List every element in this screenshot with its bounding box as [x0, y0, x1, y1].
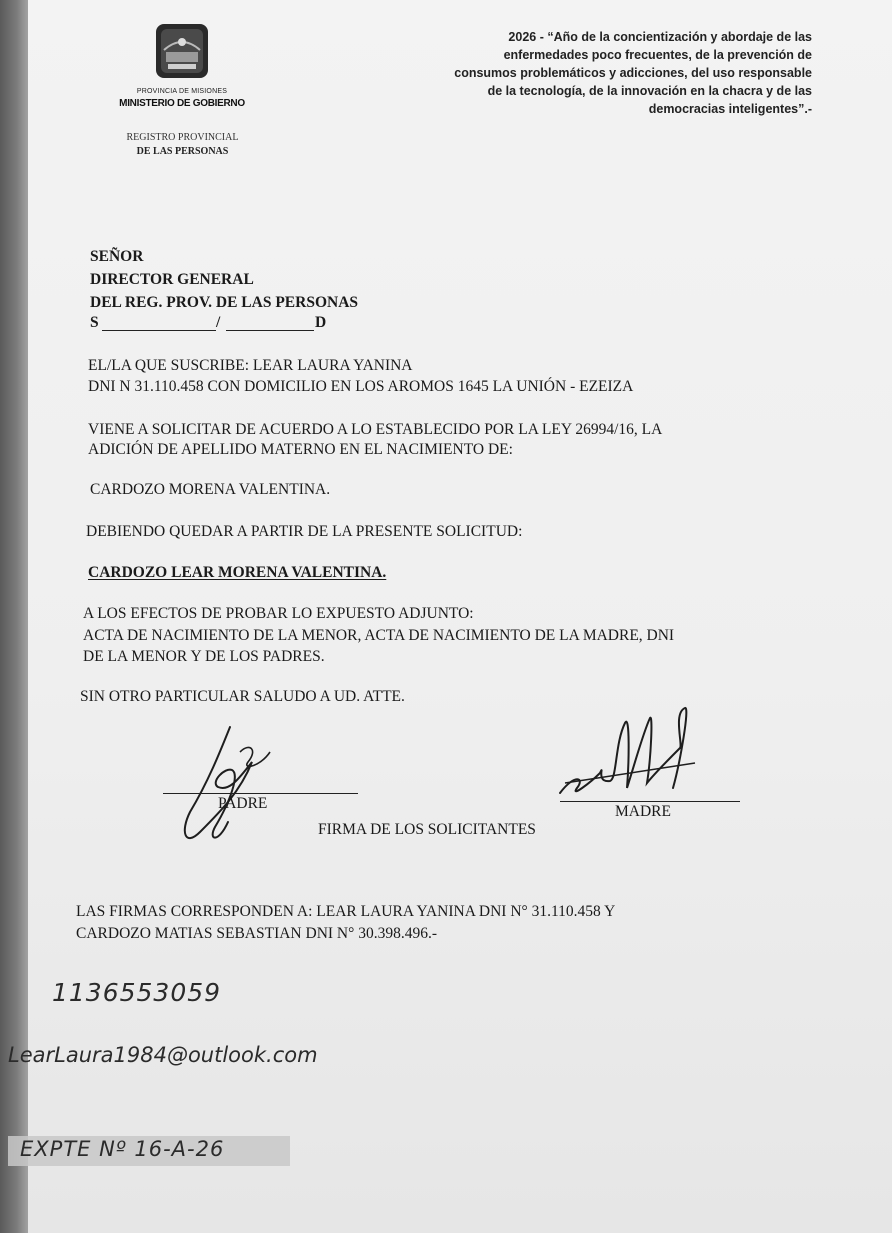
motto-line: democracias inteligentes”.-: [648, 102, 812, 116]
addressee-line3: DEL REG. PROV. DE LAS PERSONAS: [90, 294, 359, 311]
addressee-line2: DIRECTOR GENERAL: [90, 271, 254, 288]
request-line1: VIENE A SOLICITAR DE ACUERDO A LO ESTABLECIDO POR LA LEY 26994/16, LA: [88, 421, 663, 438]
motto-line: consumos problemáticos y adicciones, del uso responsable: [454, 66, 812, 80]
signatures-caption: FIRMA DE LOS SOLICITANTES: [318, 821, 536, 838]
attachments-line2: DE LA MENOR Y DE LOS PADRES.: [83, 648, 325, 665]
motto-line: 2026 - “Año de la concientización y abordaje de las: [508, 30, 812, 44]
applicant-line: EL/LA QUE SUSCRIBE: LEAR LAURA YANINA: [88, 357, 413, 374]
new-name: CARDOZO LEAR MORENA VALENTINA.: [88, 564, 387, 581]
resulting-name-intro: DEBIENDO QUEDAR A PARTIR DE LA PRESENTE SOLICITUD:: [86, 523, 523, 540]
handwritten-phone: 1136553059: [52, 978, 222, 1007]
handwritten-file-number: EXPTE Nº 16-A-26: [20, 1137, 225, 1161]
address-blank-line: [102, 330, 216, 331]
signers-line2: CARDOZO MATIAS SEBASTIAN DNI N° 30.398.496.-: [76, 925, 437, 942]
province-name: PROVINCIA DE MISIONES: [136, 88, 228, 95]
applicant-id-address: DNI N 31.110.458 CON DOMICILIO EN LOS AROMOS 1645 LA UNIÓN - EZEIZA: [88, 378, 634, 395]
attachments-intro: A LOS EFECTOS DE PROBAR LO EXPUESTO ADJUNTO:: [83, 605, 474, 622]
father-signature: [170, 722, 280, 852]
mother-label: MADRE: [615, 803, 671, 820]
motto-line: de la tecnología, de la innovación en la chacra y de las: [487, 84, 812, 98]
motto-line: enfermedades poco frecuentes, de la prevención de: [503, 48, 812, 62]
addressee-s-label: S: [90, 314, 99, 331]
addressee-d-label: D: [315, 314, 327, 331]
mother-signature: [555, 703, 705, 813]
handwritten-email: LearLaura1984@outlook.com: [8, 1043, 318, 1067]
attachments-line1: ACTA DE NACIMIENTO DE LA MENOR, ACTA DE NACIMIENTO DE LA MADRE, DNI: [83, 627, 675, 644]
registry-name-line2: DE LAS PERSONAS: [136, 146, 229, 157]
provincial-seal-icon: [150, 20, 214, 82]
addressee-line1: SEÑOR: [90, 248, 144, 265]
closing-greeting: SIN OTRO PARTICULAR SALUDO A UD. ATTE.: [80, 688, 405, 705]
signers-line1: LAS FIRMAS CORRESPONDEN A: LEAR LAURA YANINA DNI N° 31.110.458 Y: [76, 903, 616, 920]
mother-signature-line: [560, 801, 740, 802]
registry-name-line1: REGISTRO PROVINCIAL: [126, 132, 239, 143]
ministry-name: MINISTERIO DE GOBIERNO: [119, 98, 245, 109]
father-signature-line: [163, 793, 358, 794]
address-blank-line: [226, 330, 314, 331]
father-label: PADRE: [218, 795, 268, 812]
current-name: CARDOZO MORENA VALENTINA.: [90, 481, 331, 498]
year-motto: [360, 28, 812, 118]
addressee-slash: /: [216, 314, 221, 331]
request-line2: ADICIÓN DE APELLIDO MATERNO EN EL NACIMIENTO DE:: [88, 441, 513, 458]
